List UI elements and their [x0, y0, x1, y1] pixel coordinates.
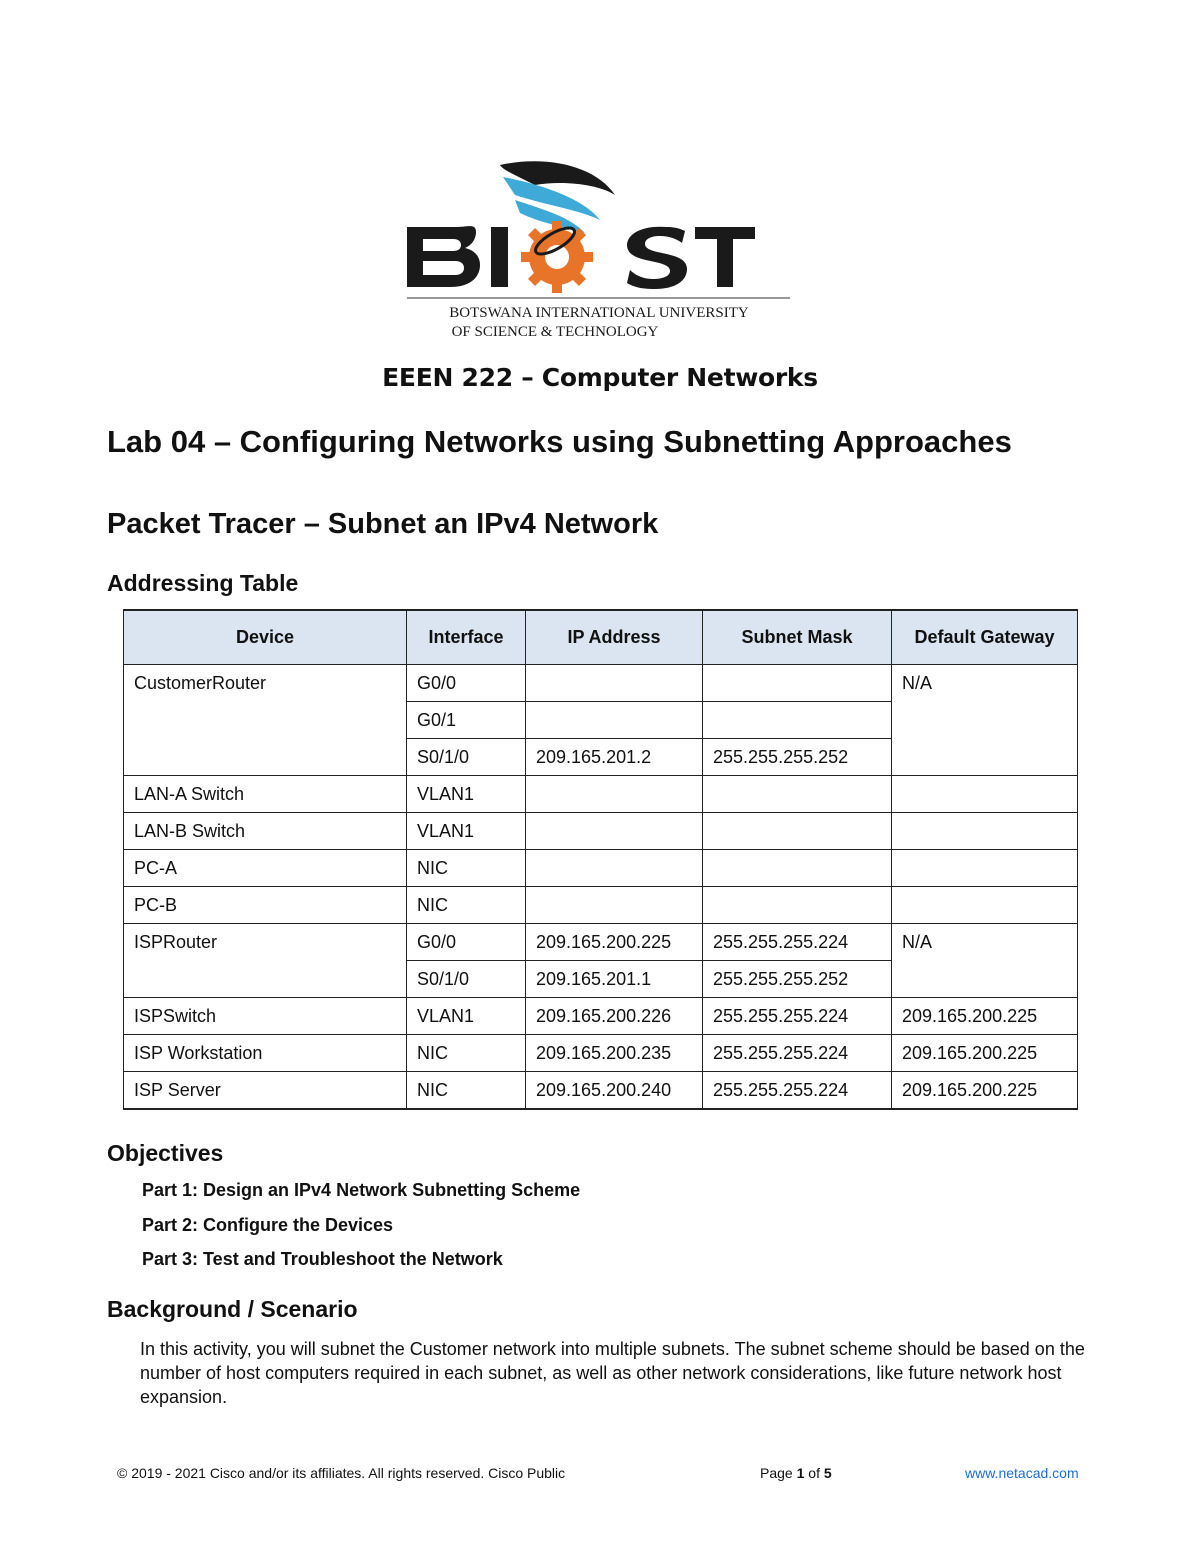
addressing-table: [123, 609, 1078, 1110]
interface-cell: NIC: [407, 1035, 526, 1072]
default-gateway-cell: [892, 887, 1078, 924]
footer-page-number: [760, 1465, 832, 1481]
university-name-line1: BOTSWANA INTERNATIONAL UNIVERSITY: [449, 305, 749, 321]
ip-address-cell: [526, 887, 703, 924]
ip-address-cell: 209.165.200.235: [526, 1035, 703, 1072]
device-cell: LAN-A Switch: [124, 776, 407, 813]
page-of: of: [804, 1465, 824, 1481]
subnet-mask-cell: 255.255.255.224: [703, 924, 892, 961]
objective-item: Part 2: Configure the Devices: [142, 1215, 394, 1235]
device-cell: ISP Server: [124, 1072, 407, 1110]
column-header: Default Gateway: [892, 610, 1078, 665]
table-row: [124, 924, 1078, 961]
ip-address-cell: [526, 850, 703, 887]
device-cell: CustomerRouter: [124, 665, 407, 776]
default-gateway-cell: [892, 776, 1078, 813]
table-row: [124, 776, 1078, 813]
default-gateway-cell: 209.165.200.225: [892, 998, 1078, 1035]
ip-address-cell: 209.165.200.225: [526, 924, 703, 961]
ip-address-cell: 209.165.200.240: [526, 1072, 703, 1110]
addressing-table-heading: Addressing Table: [107, 570, 299, 596]
interface-cell: G0/0: [407, 924, 526, 961]
device-cell: ISP Workstation: [124, 1035, 407, 1072]
table-row: [124, 1035, 1078, 1072]
device-cell: LAN-B Switch: [124, 813, 407, 850]
ip-address-cell: [526, 665, 703, 702]
subnet-mask-cell: 255.255.255.252: [703, 961, 892, 998]
table-row: [124, 1072, 1078, 1110]
ip-address-cell: 209.165.201.2: [526, 739, 703, 776]
table-row: [124, 813, 1078, 850]
activity-title: Packet Tracer – Subnet an IPv4 Network: [107, 508, 659, 540]
interface-cell: VLAN1: [407, 813, 526, 850]
default-gateway-cell: N/A: [892, 665, 1078, 776]
objective-item: Part 3: Test and Troubleshoot the Network: [142, 1249, 503, 1269]
column-header: Device: [124, 610, 407, 665]
objectives-heading: Objectives: [107, 1140, 224, 1166]
interface-cell: NIC: [407, 1072, 526, 1110]
subnet-mask-cell: [703, 813, 892, 850]
footer-copyright: © 2019 - 2021 Cisco and/or its affiliates. All rights reserved. Cisco Public: [117, 1465, 566, 1481]
interface-cell: G0/1: [407, 702, 526, 739]
subnet-mask-cell: [703, 850, 892, 887]
ip-address-cell: [526, 702, 703, 739]
default-gateway-cell: [892, 813, 1078, 850]
interface-cell: VLAN1: [407, 776, 526, 813]
table-row: [124, 887, 1078, 924]
table-header-row: [124, 610, 1078, 665]
column-header: Subnet Mask: [703, 610, 892, 665]
device-cell: PC-A: [124, 850, 407, 887]
interface-cell: S0/1/0: [407, 739, 526, 776]
table-row: [124, 998, 1078, 1035]
subnet-mask-cell: [703, 665, 892, 702]
course-title: EEEN 222 – Computer Networks: [382, 363, 818, 392]
footer-website-link[interactable]: www.netacad.com: [965, 1465, 1079, 1481]
default-gateway-cell: 209.165.200.225: [892, 1072, 1078, 1110]
interface-cell: G0/0: [407, 665, 526, 702]
default-gateway-cell: N/A: [892, 924, 1078, 998]
background-heading: Background / Scenario: [107, 1296, 358, 1322]
device-cell: PC-B: [124, 887, 407, 924]
column-header: IP Address: [526, 610, 703, 665]
interface-cell: S0/1/0: [407, 961, 526, 998]
table-row: [124, 665, 1078, 702]
subnet-mask-cell: [703, 776, 892, 813]
subnet-mask-cell: 255.255.255.224: [703, 998, 892, 1035]
column-header: Interface: [407, 610, 526, 665]
subnet-mask-cell: [703, 702, 892, 739]
default-gateway-cell: 209.165.200.225: [892, 1035, 1078, 1072]
table-row: [124, 850, 1078, 887]
subnet-mask-cell: 255.255.255.224: [703, 1072, 892, 1110]
background-paragraph: In this activity, you will subnet the Customer network into multiple subnets. The subnet scheme should be based on the number of host computers required in each subnet, as well as other network considerations, like future network host expansion.: [140, 1339, 1085, 1407]
university-name-line2: OF SCIENCE & TECHNOLOGY: [451, 324, 659, 340]
ip-address-cell: [526, 813, 703, 850]
biust-logo: [395, 155, 815, 345]
ip-address-cell: 209.165.201.1: [526, 961, 703, 998]
default-gateway-cell: [892, 850, 1078, 887]
lab-title: Lab 04 – Configuring Networks using Subnetting Approaches: [107, 424, 1012, 459]
objective-item: Part 1: Design an IPv4 Network Subnetting Scheme: [142, 1180, 581, 1200]
device-cell: ISPRouter: [124, 924, 407, 998]
subnet-mask-cell: [703, 887, 892, 924]
interface-cell: VLAN1: [407, 998, 526, 1035]
ip-address-cell: [526, 776, 703, 813]
subnet-mask-cell: 255.255.255.252: [703, 739, 892, 776]
interface-cell: NIC: [407, 887, 526, 924]
biust-logo-graphic: [395, 155, 815, 345]
subnet-mask-cell: 255.255.255.224: [703, 1035, 892, 1072]
ip-address-cell: 209.165.200.226: [526, 998, 703, 1035]
page-label: Page: [760, 1465, 797, 1481]
device-cell: ISPSwitch: [124, 998, 407, 1035]
interface-cell: NIC: [407, 850, 526, 887]
page-total: 5: [823, 1465, 832, 1481]
page-current: 1: [796, 1465, 805, 1481]
